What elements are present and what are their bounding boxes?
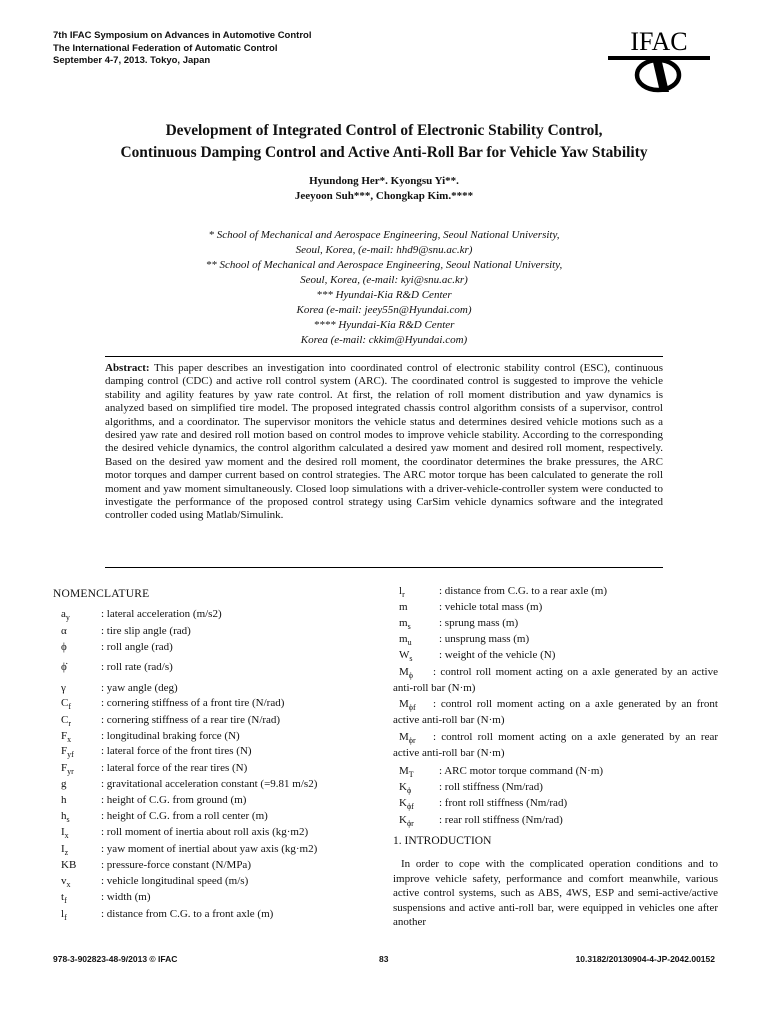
nomenclature-definition: : vehicle total mass (m) xyxy=(439,601,543,613)
nomenclature-symbol xyxy=(61,826,105,842)
nomenclature-definition: : longitudinal braking force (N) xyxy=(101,730,240,742)
affiliation-line: ** School of Mechanical and Aerospace Engineering, Seoul National University, xyxy=(205,259,563,271)
symbol-subscript: f xyxy=(64,913,67,923)
affiliation-line: Seoul, Korea, (e-mail: hhd9@snu.ac.kr) xyxy=(295,244,473,256)
nomenclature-definition: : lateral acceleration (m/s2) xyxy=(101,608,222,620)
nomenclature-symbol xyxy=(399,781,439,797)
symbol-base: ϕ̇ xyxy=(61,661,67,673)
symbol-subscript: x xyxy=(64,831,69,841)
symbol-base: M xyxy=(399,698,409,710)
authors-line-2: Jeeyoon Suh***, Chongkap Kim.**** xyxy=(294,190,474,202)
author-list xyxy=(84,174,684,204)
symbol-base: M xyxy=(399,765,409,777)
symbol-base: a xyxy=(61,608,66,620)
symbol-base: h xyxy=(61,794,67,806)
nomenclature-definition: : roll rate (rad/s) xyxy=(101,661,173,673)
nomenclature-definition: : yaw angle (deg) xyxy=(101,682,178,694)
symbol-subscript: x xyxy=(67,735,72,745)
nomenclature-definition: : control roll moment acting on a axle generated by an rear active anti-roll bar (N·m) xyxy=(393,731,718,760)
introduction-heading: 1. INTRODUCTION xyxy=(393,835,492,847)
nomenclature-definition: : ARC motor torque command (N·m) xyxy=(439,765,604,777)
nomenclature-symbol xyxy=(399,585,439,601)
symbol-subscript: s xyxy=(66,815,70,825)
federation-name: The International Federation of Automatic Control xyxy=(53,42,278,54)
symbol-subscript: x xyxy=(66,880,71,890)
nomenclature-definition: : cornering stiffness of a rear tire (N/rad) xyxy=(101,714,281,726)
abstract xyxy=(105,362,663,523)
nomenclature-symbol xyxy=(61,682,105,695)
symbol-base: F xyxy=(61,745,68,757)
nomenclature-symbol xyxy=(61,843,105,859)
nomenclature-definition: : roll angle (rad) xyxy=(101,641,173,653)
nomenclature-definition: : roll moment of inertia about roll axis (kg·m2) xyxy=(101,826,309,838)
abstract-bottom-rule xyxy=(105,567,663,568)
nomenclature-symbol xyxy=(399,797,439,813)
symbol-base: W xyxy=(399,649,410,661)
symbol-subscript: ϕ xyxy=(408,671,413,681)
symbol-subscript: yr xyxy=(67,767,74,777)
nomenclature-definition: : yaw moment of inertial about yaw axis (kg·m2) xyxy=(101,843,318,855)
page-footer xyxy=(53,954,715,968)
abstract-text: This paper describes an investigation into coordinated control of electronic stability control (ESC), continuous damping control (CDC) and active roll control system (ARC). The coordinated control is suggested to improve the vehicle stability and agility features by yaw rate control. At first, the relation of roll moment distribution and yaw dynamics is analyzed based on simplified tire model. The proposed integrated chassis control algorithm consists of a supervisor, control algorithms, and a coordinator. The supervisor monitors the vehicle status and determines desired vehicle motions such as a desired yaw rate and desired roll motion based on control modes to improve vehicle stability. According to the corresponding the desired vehicle dynamics, the control algorithm calculated a desired yaw moment and desired roll moment, respectively. Based on the desired yaw moment and the desired roll moment, the coordinator determines the brake pressures, the ARC motor torques and damper current based on control strategies. The ARC motor torque has been calculated to generate the roll moment and yaw moment simultaneously. Closed loop simulations with a driver-vehicle-controller system were conducted to investigate the performance of the proposed control strategy using CarSim vehicle dynamics software and the integrated controller coded using Matlab/Simulink. xyxy=(105,362,663,522)
symbol-base: m xyxy=(399,601,408,613)
symbol-subscript: ϕr xyxy=(406,819,414,829)
symbol-subscript: y xyxy=(65,613,70,623)
nomenclature-symbol xyxy=(61,778,105,791)
nomenclature-definition: : lateral force of the rear tires (N) xyxy=(101,762,248,774)
symbol-subscript: f xyxy=(64,896,67,906)
paper-title xyxy=(40,120,728,164)
paper-title-line-1: Development of Integrated Control of Electronic Stability Control, xyxy=(165,122,603,139)
symbol-subscript: yf xyxy=(67,750,74,760)
affiliation-line: Korea (e-mail: jeey55n@Hyundai.com) xyxy=(296,304,472,316)
nomenclature-definition: : height of C.G. from ground (m) xyxy=(101,794,247,806)
abstract-top-rule xyxy=(105,356,663,357)
symbol-subscript: s xyxy=(407,622,411,632)
symbol-base: KB xyxy=(61,859,77,871)
symbol-subscript: u xyxy=(407,638,412,648)
nomenclature-symbol xyxy=(61,810,105,826)
symbol-subscript: ϕr xyxy=(408,736,416,746)
nomenclature-item xyxy=(393,666,718,695)
symbol-base: γ xyxy=(61,682,66,694)
nomenclature-heading: NOMENCLATURE xyxy=(53,588,150,600)
symbol-base: l xyxy=(61,908,65,920)
affiliation-line: Seoul, Korea, (e-mail: kyi@snu.ac.kr) xyxy=(300,274,468,286)
symbol-base: α xyxy=(61,625,67,637)
symbol-base: C xyxy=(61,714,69,726)
nomenclature-definition: : roll stiffness (Nm/rad) xyxy=(439,781,543,793)
nomenclature-definition: : pressure-force constant (N/MPa) xyxy=(101,859,251,871)
nomenclature-definition: : width (m) xyxy=(101,891,151,903)
nomenclature-definition: : tire slip angle (rad) xyxy=(101,625,191,637)
symbol-base: h xyxy=(61,810,67,822)
nomenclature-symbol xyxy=(61,762,105,778)
affiliation-line: Korea (e-mail: ckkim@Hyundai.com) xyxy=(300,334,468,346)
nomenclature-symbol xyxy=(61,745,105,761)
nomenclature-definition: : unsprung mass (m) xyxy=(439,633,530,645)
nomenclature-symbol xyxy=(399,765,439,781)
page-number: 83 xyxy=(379,954,389,964)
symbol-base: I xyxy=(61,843,65,855)
footer-isbn: 978-3-902823-48-9/2013 © IFAC xyxy=(53,954,178,964)
nomenclature-symbol xyxy=(61,641,105,654)
symbol-base: t xyxy=(61,891,65,903)
nomenclature-symbol xyxy=(399,649,439,665)
nomenclature-definition: : weight of the vehicle (N) xyxy=(439,649,556,661)
symbol-base: m xyxy=(399,617,408,629)
symbol-subscript: ϕf xyxy=(406,802,414,812)
symbol-subscript: z xyxy=(64,848,69,858)
nomenclature-item xyxy=(393,698,718,727)
nomenclature-symbol xyxy=(61,730,105,746)
nomenclature-symbol xyxy=(393,666,433,682)
nomenclature-symbol xyxy=(399,814,439,830)
symbol-subscript: s xyxy=(409,654,413,664)
symbol-base: K xyxy=(399,797,407,809)
symbol-base: M xyxy=(399,731,409,743)
nomenclature-definition: : distance from C.G. to a front axle (m) xyxy=(101,908,274,920)
nomenclature-symbol xyxy=(61,661,105,674)
symbol-subscript: r xyxy=(402,590,405,600)
nomenclature-symbol xyxy=(61,875,105,891)
symbol-base: K xyxy=(399,781,407,793)
symbol-base: C xyxy=(61,697,69,709)
affiliation-line: **** Hyundai-Kia R&D Center xyxy=(313,319,455,331)
nomenclature-definition: : sprung mass (m) xyxy=(439,617,519,629)
nomenclature-symbol xyxy=(399,633,439,649)
symbol-base: l xyxy=(399,585,403,597)
affiliation-line: * School of Mechanical and Aerospace Engineering, Seoul National University, xyxy=(208,229,560,241)
paper-title-line-2: Continuous Damping Control and Active Anti-Roll Bar for Vehicle Yaw Stability xyxy=(120,144,648,161)
authors-line-1: Hyundong Her*. Kyongsu Yi**. xyxy=(309,175,459,187)
nomenclature-symbol xyxy=(61,608,105,624)
symbol-base: F xyxy=(61,762,68,774)
nomenclature-definition: : rear roll stiffness (Nm/rad) xyxy=(439,814,563,826)
introduction-text: In order to cope with the complicated operation conditions and to improve vehicle safety, performance and comfort meanwhile, various active control systems, such as ABS, 4WS, ESP and semi-active/active suspensions and active anti-roll bar, were equipped in vehicles one after another xyxy=(393,858,718,929)
conference-header xyxy=(53,30,311,68)
symbol-base: g xyxy=(61,778,67,790)
nomenclature-definition: : control roll moment acting on a axle generated by an active anti-roll bar (N·m) xyxy=(393,666,718,695)
symbol-subscript: T xyxy=(408,770,414,780)
conference-date-location: September 4-7, 2013. Tokyo, Japan xyxy=(53,55,211,66)
symbol-subscript: f xyxy=(68,702,72,712)
nomenclature-symbol xyxy=(61,908,105,924)
nomenclature-definition: : lateral force of the front tires (N) xyxy=(101,745,252,757)
nomenclature-symbol xyxy=(393,731,433,747)
nomenclature-symbol xyxy=(61,859,105,872)
nomenclature-symbol xyxy=(61,891,105,907)
nomenclature-symbol xyxy=(61,794,105,807)
nomenclature-symbol xyxy=(393,698,433,714)
symbol-base: K xyxy=(399,814,407,826)
nomenclature-symbol xyxy=(399,617,439,633)
conference-name: 7th IFAC Symposium on Advances in Automotive Control xyxy=(53,30,312,41)
symbol-base: m xyxy=(399,633,408,645)
nomenclature-symbol xyxy=(399,601,439,614)
symbol-base: I xyxy=(61,826,65,838)
footer-doi: 10.3182/20130904-4-JP-2042.00152 xyxy=(575,954,715,964)
symbol-subscript: ϕf xyxy=(408,703,416,713)
symbol-base: M xyxy=(399,666,409,678)
symbol-base: ϕ xyxy=(61,641,67,653)
abstract-label: Abstract: xyxy=(105,362,150,374)
nomenclature-definition: : vehicle longitudinal speed (m/s) xyxy=(101,875,249,887)
affiliation-line: *** Hyundai-Kia R&D Center xyxy=(316,289,452,301)
nomenclature-definition: : distance from C.G. to a rear axle (m) xyxy=(439,585,607,597)
nomenclature-symbol xyxy=(61,697,105,713)
symbol-subscript: r xyxy=(68,719,72,729)
nomenclature-definition: : control roll moment acting on a axle generated by an front active anti-roll bar (N·m) xyxy=(393,698,718,727)
nomenclature-item xyxy=(393,731,718,760)
ifac-logo xyxy=(598,26,716,96)
nomenclature-definition: : height of C.G. from a roll center (m) xyxy=(101,810,268,822)
symbol-base: F xyxy=(61,730,68,742)
nomenclature-definition: : cornering stiffness of a front tire (N/rad) xyxy=(101,697,285,709)
symbol-base: v xyxy=(61,875,67,887)
nomenclature-symbol xyxy=(61,714,105,730)
symbol-subscript: ϕ xyxy=(406,786,412,796)
ifac-logo-text: IFAC xyxy=(630,27,688,56)
nomenclature-definition: : front roll stiffness (Nm/rad) xyxy=(439,797,568,809)
nomenclature-symbol xyxy=(61,625,105,638)
nomenclature-definition: : gravitational acceleration constant (=9.81 m/s2) xyxy=(101,778,318,790)
affiliations xyxy=(84,228,684,348)
